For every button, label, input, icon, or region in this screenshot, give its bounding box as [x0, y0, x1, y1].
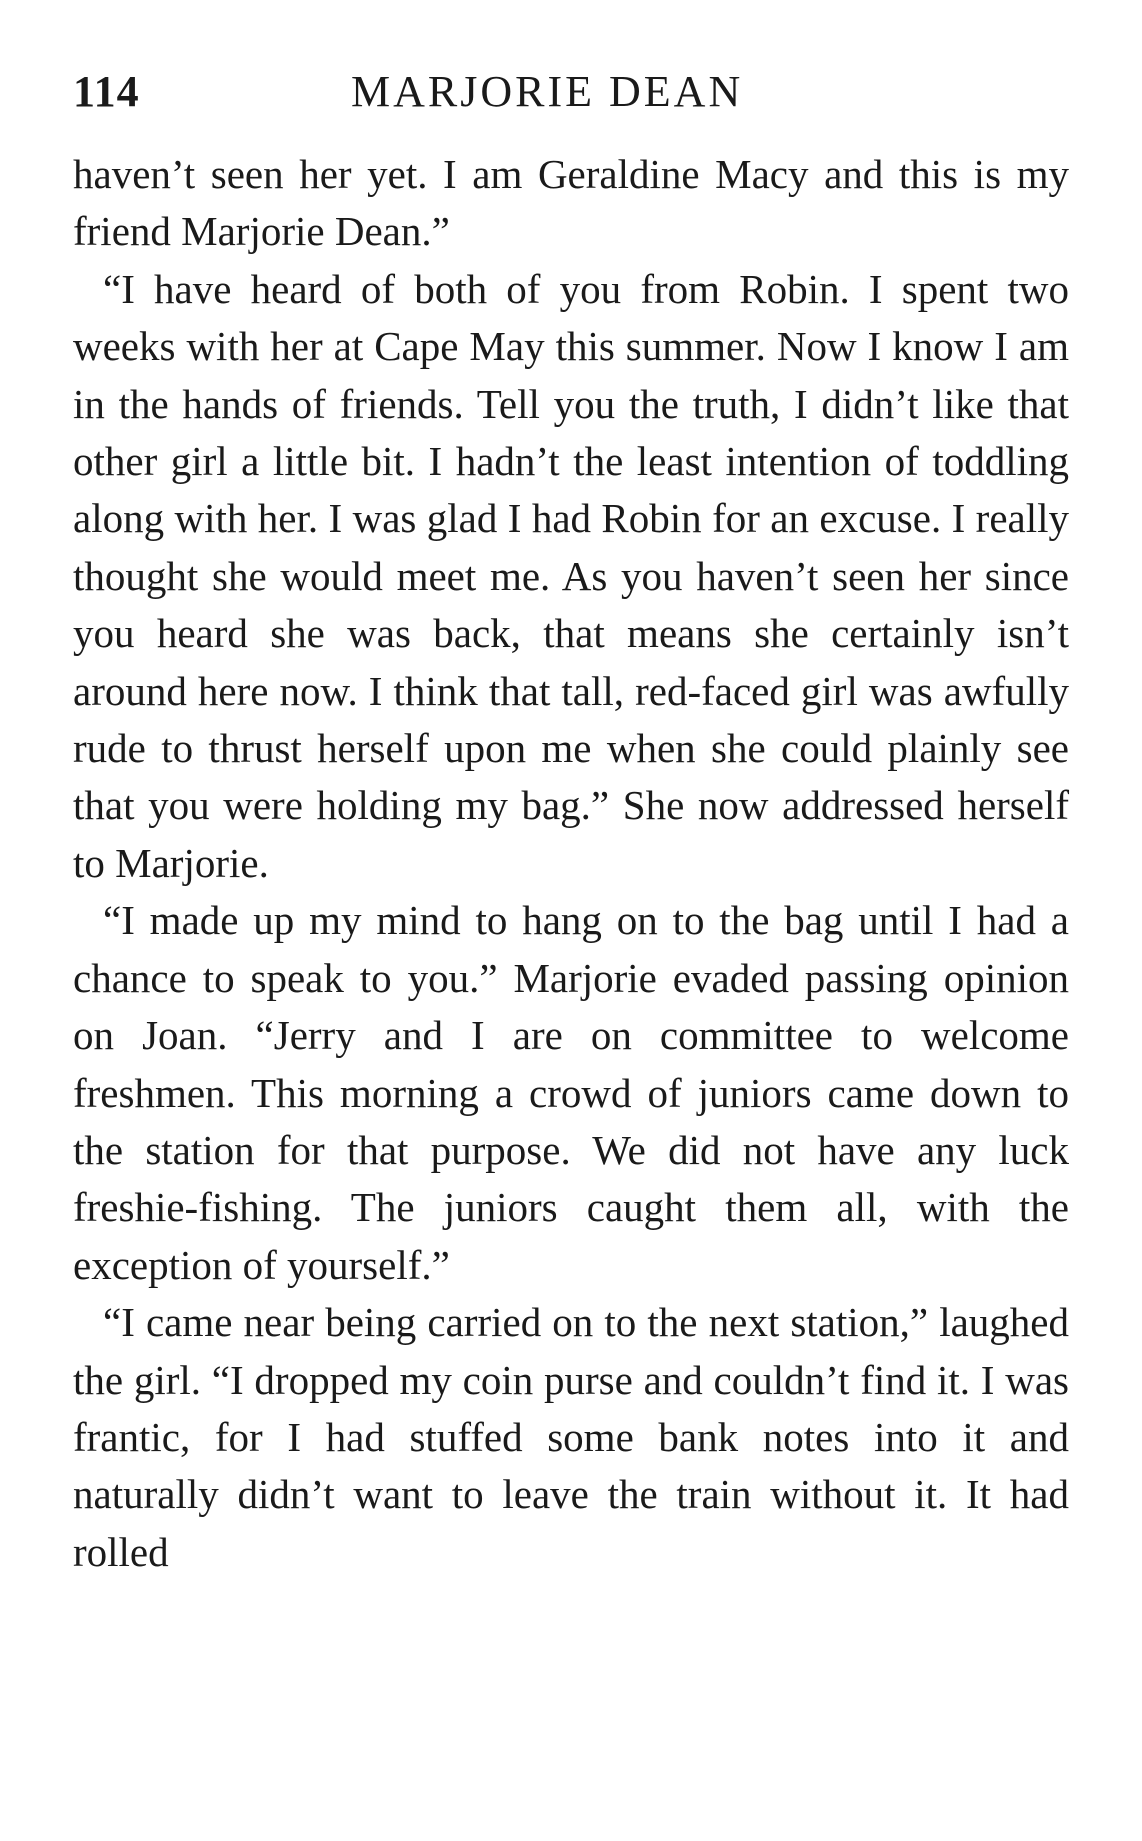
running-head: MARJORIE DEAN	[351, 67, 744, 116]
paragraph: “I came near being carried on to the next station,” laughed the girl. “I dropped my coin purse and couldn’t find it. I was frantic, for I had stuffed some bank notes into it and naturally didn’t want to leave the train without it. It had rolled	[73, 1299, 1069, 1575]
body-text	[73, 146, 1069, 1581]
paragraph: “I have heard of both of you from Robin. I spent two weeks with her at Cape May this summer. Now I know I am in the hands of friends. Tell you the truth, I didn’t like that other girl a little bit. I hadn’t the least intention of toddling along with her. I was glad I had Robin for an excuse. I really thought she would meet me. As you haven’t seen her since you heard she was back, that means she certainly isn’t around here now. I think that tall, red-faced girl was awfully rude to thrust herself upon me when she could plainly see that you were holding my bag.” She now addressed herself to Marjorie.	[73, 265, 1069, 886]
page-header	[73, 66, 1069, 126]
paragraph: “I made up my mind to hang on to the bag until I had a chance to speak to you.” Marjorie evaded passing opinion on Joan. “Jerry and I are on committee to welcome freshmen. This morning a crowd of juniors came down to the station for that purpose. We did not have any luck freshie-fishing. The juniors caught them all, with the exception of yourself.”	[73, 897, 1069, 1288]
page-number: 114	[73, 67, 140, 116]
paragraph-continued: haven’t seen her yet. I am Geraldine Macy and this is my friend Marjorie Dean.”	[73, 151, 1069, 255]
book-page	[73, 66, 1069, 1581]
